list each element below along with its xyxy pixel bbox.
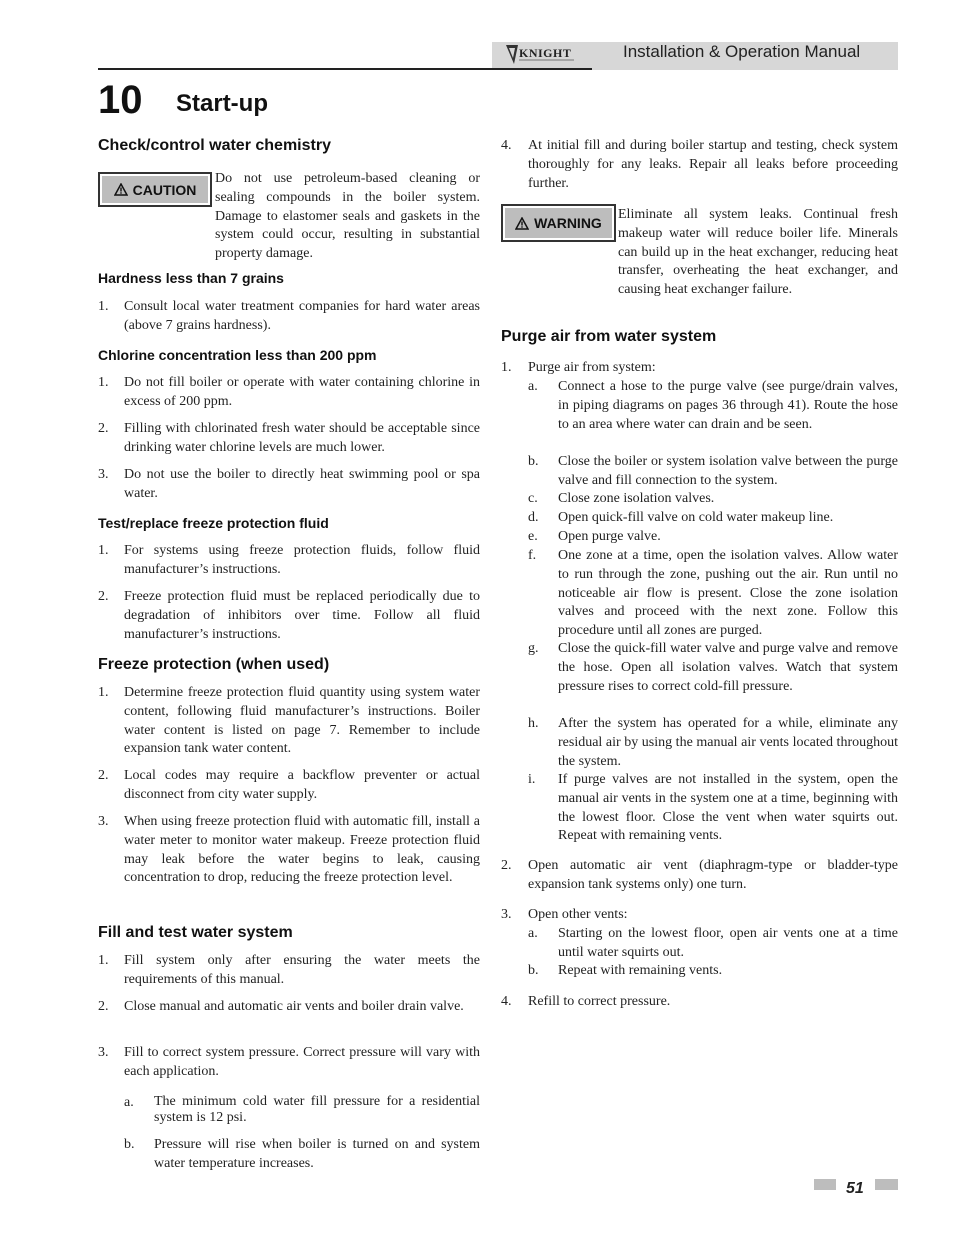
warning-text: Eliminate all system leaks. Continual fresh makeup water will reduce boiler life. Minerals can build up in the heat exchanger, reducing heat transfer, overheating the heat exchanger, and causing heat exchanger failure. [618, 207, 898, 298]
list-item: 2. Open automatic air vent (diaphragm-type or bladder-type expansion tank systems only) one turn. [501, 858, 898, 892]
list-item: 2. Freeze protection fluid must be replaced periodically due to degradation of inhibitors over time. Follow all fluid manufacturer’s instructions. [98, 589, 480, 642]
list-item: 4. At initial fill and during boiler startup and testing, check system thoroughly for any leaks. Repair all leaks before proceeding further. [501, 138, 898, 191]
list-item: 1. Consult local water treatment companies for hard water areas (above 7 grains hardness). [98, 299, 480, 333]
chapter-title: Start-up [176, 90, 268, 117]
list-item: 3. Fill to correct system pressure. Correct pressure will vary with each application. [98, 1045, 480, 1079]
list-item: 3. Do not use the boiler to directly heat swimming pool or spa water. [98, 467, 480, 501]
list-item: 1. For systems using freeze protection fluids, follow fluid manufacturer’s instructions. [98, 543, 480, 577]
heading-chlorine: Chlorine concentration less than 200 ppm [98, 347, 377, 363]
list-subitem: e. Open purge valve. [528, 529, 661, 544]
list-item: 4. Refill to correct pressure. [501, 994, 671, 1009]
caution-label: CAUTION [132, 181, 197, 198]
warning-triangle-icon [114, 183, 128, 196]
list-item: 1. Do not fill boiler or operate with water containing chlorine in excess of 200 ppm. [98, 375, 480, 409]
list-subitem: f. One zone at a time, open the isolation valves. Allow water to run through the zone, pushing out the air. Run until no noticeable air flow is present. Close the zone isolation valves and proceed with the next zone. Follow this procedure until all zones are purged. [528, 548, 898, 639]
knight-logo [504, 42, 584, 68]
list-subitem: i. If purge valves are not installed in the system, open the manual air vents in the system one at a time, beginning with the lowest floor. Close the vent when water squirts out. Repeat with remaining vents. [528, 772, 898, 844]
header-rule [98, 68, 592, 70]
list-item: 1. Fill system only after ensuring the water meets the requirements of this manual. [98, 953, 480, 987]
logo-text: KNIGHT [519, 46, 572, 60]
list-item: 1. Determine freeze protection fluid quantity using system water content, following fluid manufacturer’s instructions. Boiler water content is listed on page 7. Remember to include expansion tank water content. [98, 685, 480, 757]
list-item: 1. Purge air from system: [501, 360, 656, 375]
manual-title: Installation & Operation Manual [623, 42, 861, 61]
list-item: 3. Open other vents: [501, 907, 628, 922]
list-subitem: b. Pressure will rise when boiler is turned on and system water temperature increases. [124, 1137, 480, 1171]
caution-badge [98, 172, 212, 207]
caution-text: Do not use petroleum-based cleaning or sealing compounds in the boiler system. Damage to elastomer seals and gaskets in the system could occur, resulting in substantial property damage. [215, 171, 480, 262]
warning-label: WARNING [534, 215, 602, 231]
list-subitem: g. Close the quick-fill water valve and purge valve and remove the hose. Open all isolation valves. Watch that system pressure rises to correct cold-fill pressure. [528, 641, 898, 694]
list-subitem: b. Repeat with remaining vents. [528, 963, 723, 978]
page-number-bar-left [814, 1179, 836, 1190]
list-item: 3. When using freeze protection fluid with automatic fill, install a water meter to monitor water makeup. Freeze protection fluid may leak before the water begins to leak, causing concentration to drop, reducing the freeze protection level. [98, 814, 480, 886]
list-subitem: d. Open quick-fill valve on cold water makeup line. [528, 510, 834, 525]
list-subitem: h. After the system has operated for a while, eliminate any residual air by using the manual air vents located throughout the system. [528, 716, 898, 769]
heading-check-water-chemistry: Check/control water chemistry [98, 137, 331, 154]
list-subitem: b. Close the boiler or system isolation valve between the purge valve and fill connection to the system. [528, 454, 898, 488]
list-subitem: a. The minimum cold water fill pressure for a residential system is 12 psi. [124, 1094, 480, 1125]
page-number-bar-right [875, 1179, 898, 1190]
warning-triangle-icon [515, 217, 529, 230]
list-item: 2. Close manual and automatic air vents and boiler drain valve. [98, 999, 464, 1014]
heading-hardness: Hardness less than 7 grains [98, 270, 284, 286]
list-subitem: a. Starting on the lowest floor, open air vents one at a time until water squirts out. [528, 926, 898, 960]
page-number: 51 [846, 1180, 864, 1197]
chapter-number: 10 [98, 78, 143, 122]
heading-fill-test: Fill and test water system [98, 924, 293, 941]
heading-freeze-protection: Freeze protection (when used) [98, 656, 330, 673]
heading-purge-air: Purge air from water system [501, 328, 717, 345]
heading-freeze-fluid: Test/replace freeze protection fluid [98, 515, 329, 531]
list-subitem: c. Close zone isolation valves. [528, 491, 715, 506]
list-item: 2. Filling with chlorinated fresh water should be acceptable since drinking water chlorine levels are much lower. [98, 421, 480, 455]
list-item: 2. Local codes may require a backflow preventer or actual disconnect from city water supply. [98, 768, 480, 802]
list-subitem: a. Connect a hose to the purge valve (see purge/drain valves, in piping diagrams on pages 36 through 41). Route the hose to an area where water can drain and be seen. [528, 379, 898, 432]
warning-badge [501, 204, 616, 242]
